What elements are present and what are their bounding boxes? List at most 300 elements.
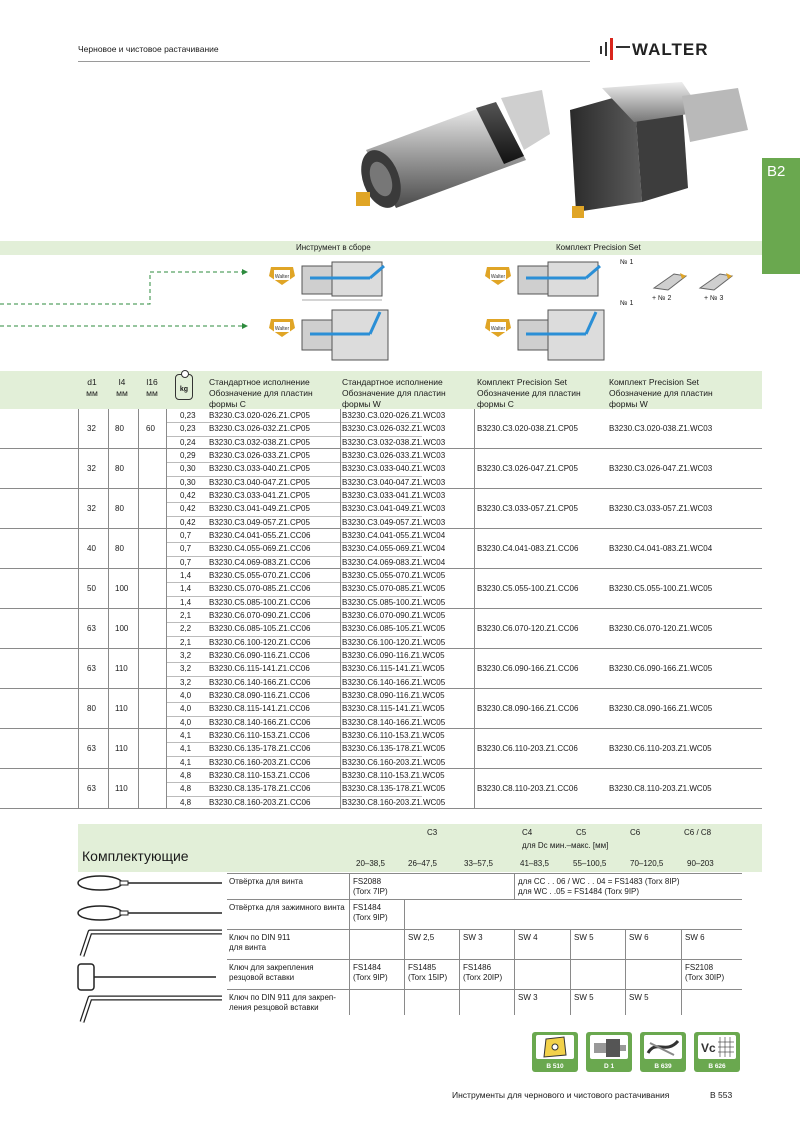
assembled-tool-label: Инструмент в сборе <box>296 243 371 252</box>
product-table <box>0 371 762 809</box>
cell-std-c: B3230.C8.135-178.Z1.CC06 <box>209 784 311 794</box>
ref-tool-icon[interactable]: B 639 <box>640 1032 686 1072</box>
cell-weight: 0,30 <box>180 477 196 487</box>
column-divider <box>514 990 515 1015</box>
cell-std-c: B3230.C6.070-090.Z1.CC06 <box>209 611 311 620</box>
column-divider <box>108 609 109 648</box>
cell-weight: 4,8 <box>180 784 192 794</box>
hex-key-insert-icon <box>76 992 226 1029</box>
cell-set-c: B3230.C6.110-203.Z1.CC06 <box>477 744 578 753</box>
hex-key-icon <box>76 928 226 963</box>
cell-set-w: B3230.C6.110-203.Z1.WC05 <box>609 744 712 753</box>
insert-no1-label: № 1 <box>620 259 634 266</box>
insert-no1b-label: № 1 <box>620 300 634 307</box>
column-divider <box>166 449 167 488</box>
svg-text:Vc: Vc <box>701 1041 716 1055</box>
group-c4: C4 <box>522 828 533 837</box>
cell-weight: 0,24 <box>180 437 196 447</box>
cell-std-w: B3230.C3.033-041.Z1.WC03 <box>342 491 446 500</box>
column-divider <box>108 729 109 768</box>
cell-std-w: B3230.C6.085-105.Z1.WC05 <box>342 624 446 634</box>
column-divider <box>108 769 109 808</box>
cell-std-c: B3230.C6.090-116.Z1.CC06 <box>209 651 310 660</box>
component-label: Ключ для закрепления резцовой вставки <box>229 963 314 982</box>
column-divider <box>474 569 475 608</box>
column-divider <box>681 990 682 1015</box>
walter-capto-badge <box>484 318 512 338</box>
component-label: Ключ по DIN 911 для винта <box>229 933 291 952</box>
column-divider <box>166 609 167 648</box>
group-c6-c8: C6 / C8 <box>684 828 712 837</box>
component-cell: FS1484 (Torx 9IP) <box>353 903 388 922</box>
cell-set-c: B3230.C6.070-120.Z1.CC06 <box>477 624 579 633</box>
cell-weight: 0,42 <box>180 491 196 500</box>
column-divider <box>625 930 626 959</box>
cell-std-c: B3230.C3.041-049.Z1.CP05 <box>209 504 310 514</box>
row-divider <box>166 782 422 783</box>
ref-adapter-icon[interactable]: D 1 <box>586 1032 632 1072</box>
svg-text:Walter: Walter <box>274 274 290 280</box>
column-divider <box>340 769 341 808</box>
cell-std-c: B3230.C4.055-069.Z1.CC06 <box>209 544 311 554</box>
column-divider <box>138 529 139 568</box>
cell-set-c: B3230.C3.033-057.Z1.CP05 <box>477 504 578 513</box>
tool-photo-round <box>346 90 550 220</box>
column-divider <box>570 960 571 989</box>
cell-std-w: B3230.C3.026-032.Z1.WC03 <box>342 424 446 434</box>
column-divider <box>474 729 475 768</box>
cell-std-c: B3230.C5.085-100.Z1.CC06 <box>209 597 311 607</box>
cell-std-w: B3230.C8.110-153.Z1.WC05 <box>342 771 445 780</box>
cell-std-c: B3230.C8.090-116.Z1.CC06 <box>209 691 310 700</box>
cell-weight: 4,0 <box>180 704 192 714</box>
cell-set-c: B3230.C5.055-100.Z1.CC06 <box>477 584 579 593</box>
column-divider <box>78 729 79 768</box>
cell-d1: 32 <box>87 464 96 473</box>
row-divider <box>166 742 422 743</box>
column-divider <box>138 609 139 648</box>
cell-std-c: B3230.C4.041-055.Z1.CC06 <box>209 531 311 540</box>
row-divider <box>166 516 422 517</box>
cell-l4: 80 <box>115 544 124 553</box>
column-divider <box>570 930 571 959</box>
components-table <box>227 873 742 1015</box>
cell-weight: 4,0 <box>180 691 192 700</box>
cell-std-w: B3230.C5.070-085.Z1.WC05 <box>342 584 446 594</box>
column-divider <box>108 449 109 488</box>
column-divider <box>78 649 79 688</box>
col-l4-header: l4 мм <box>116 377 128 398</box>
column-divider <box>340 689 341 728</box>
cell-std-c: B3230.C3.033-041.Z1.CP05 <box>209 491 310 500</box>
cell-std-c: B3230.C8.160-203.Z1.CC06 <box>209 797 311 807</box>
column-divider <box>138 649 139 688</box>
cell-std-c: B3230.C6.085-105.Z1.CC06 <box>209 624 311 634</box>
column-divider <box>166 649 167 688</box>
cell-weight: 0,30 <box>180 464 196 474</box>
header-rule <box>78 61 590 62</box>
group-c5: C5 <box>576 828 587 837</box>
table-body <box>0 409 762 809</box>
column-divider <box>474 449 475 488</box>
column-divider <box>78 609 79 648</box>
column-divider <box>459 960 460 989</box>
insert-cartridge-2-icon <box>652 270 688 297</box>
cell-set-w: B3230.C5.055-100.Z1.WC05 <box>609 584 713 593</box>
cell-std-w: B3230.C6.135-178.Z1.WC05 <box>342 744 446 754</box>
cell-weight: 4,1 <box>180 757 192 767</box>
cell-d1: 63 <box>87 744 96 753</box>
svg-text:Walter: Walter <box>274 326 290 332</box>
cell-std-w: B3230.C3.033-040.Z1.WC03 <box>342 464 446 474</box>
cell-std-w: B3230.C6.100-120.Z1.WC05 <box>342 637 446 647</box>
table-row-group <box>0 769 762 809</box>
column-divider <box>404 960 405 989</box>
column-divider <box>138 769 139 808</box>
range-1: 26–47,5 <box>408 859 437 868</box>
table-row-group <box>0 569 762 609</box>
column-divider <box>349 990 350 1015</box>
component-cell: FS1486 (Torx 20IP) <box>463 963 503 982</box>
column-divider <box>514 874 515 899</box>
walter-capto-badge <box>484 266 512 286</box>
cell-std-w: B3230.C3.041-049.Z1.WC03 <box>342 504 446 514</box>
table-header <box>0 371 762 409</box>
cell-set-c: B3230.C4.041-083.Z1.CC06 <box>477 544 579 553</box>
column-divider <box>404 900 405 929</box>
insert-no2-label: + № 2 <box>652 295 672 302</box>
cell-weight: 0,7 <box>180 544 192 554</box>
cell-l4: 100 <box>115 624 129 633</box>
ref-insert-icon[interactable]: B 510 <box>532 1032 578 1072</box>
component-cell: SW 2,5 <box>408 933 435 942</box>
cell-std-w: B3230.C6.160-203.Z1.WC05 <box>342 757 446 767</box>
cell-l16: 60 <box>146 424 155 433</box>
cell-weight: 0,23 <box>180 411 196 420</box>
column-divider <box>138 489 139 528</box>
cell-std-c: B3230.C6.160-203.Z1.CC06 <box>209 757 311 767</box>
column-divider <box>340 529 341 568</box>
cell-l4: 80 <box>115 464 124 473</box>
cell-std-w: B3230.C8.160-203.Z1.WC05 <box>342 797 446 807</box>
cell-std-w: B3230.C3.032-038.Z1.WC03 <box>342 437 446 447</box>
cell-weight: 0,42 <box>180 504 196 514</box>
component-row <box>227 989 742 1015</box>
column-divider <box>340 569 341 608</box>
component-cell: SW 5 <box>574 993 594 1002</box>
cell-d1: 32 <box>87 424 96 433</box>
cell-d1: 63 <box>87 784 96 793</box>
cell-std-w: B3230.C8.135-178.Z1.WC05 <box>342 784 446 794</box>
cell-std-w: B3230.C6.140-166.Z1.WC05 <box>342 677 446 687</box>
column-divider <box>166 769 167 808</box>
col-std-c-header: Стандартное исполнение Обозначение для пластин формы C <box>209 377 313 409</box>
cell-set-w: B3230.C6.070-120.Z1.WC05 <box>609 624 713 633</box>
cell-d1: 63 <box>87 624 96 633</box>
walter-capto-badge <box>268 318 296 338</box>
cell-std-c: B3230.C8.115-141.Z1.CC06 <box>209 704 310 714</box>
cell-set-w: B3230.C3.033-057.Z1.WC03 <box>609 504 713 513</box>
column-divider <box>138 409 139 448</box>
range-0: 20–38,5 <box>356 859 385 868</box>
tool-sketch-small <box>300 256 400 309</box>
row-divider <box>166 676 422 677</box>
cell-std-w: B3230.C6.070-090.Z1.WC05 <box>342 611 446 620</box>
cell-std-w: B3230.C6.090-116.Z1.WC05 <box>342 651 445 660</box>
cell-weight: 0,42 <box>180 517 196 527</box>
component-cell: для CC . . 06 / WC . . 04 = FS1483 (Torx 8IP) для WC . .05 = FS1484 (Torx 9IP) <box>518 877 680 896</box>
cell-d1: 50 <box>87 584 96 593</box>
cell-set-w: B3230.C8.090-166.Z1.WC05 <box>609 704 713 713</box>
cell-std-w: B3230.C8.090-116.Z1.WC05 <box>342 691 445 700</box>
insert-no3-label: + № 3 <box>704 295 724 302</box>
component-label: Отвёртка для винта <box>229 877 303 886</box>
column-divider <box>474 769 475 808</box>
cell-std-w: B3230.C3.049-057.Z1.WC03 <box>342 517 446 527</box>
cell-set-w: B3230.C8.110-203.Z1.WC05 <box>609 784 712 793</box>
range-5: 70–120,5 <box>630 859 664 868</box>
column-divider <box>474 609 475 648</box>
cell-set-c: B3230.C3.020-038.Z1.CP05 <box>477 424 578 433</box>
cell-std-c: B3230.C3.049-057.Z1.CP05 <box>209 517 310 527</box>
column-divider <box>108 409 109 448</box>
row-divider <box>166 662 422 663</box>
column-divider <box>681 930 682 959</box>
cell-weight: 2,2 <box>180 624 192 634</box>
range-6: 90–203 <box>687 859 714 868</box>
row-divider <box>166 422 422 423</box>
cell-weight: 2,1 <box>180 637 192 647</box>
cell-std-w: B3230.C6.110-153.Z1.WC05 <box>342 731 445 740</box>
component-label: Ключ по DIN 911 для закреп- ления резцовой вставки <box>229 993 336 1012</box>
column-divider <box>681 960 682 989</box>
column-divider <box>404 930 405 959</box>
section-tab[interactable]: B2 <box>762 158 800 274</box>
component-row <box>227 873 742 899</box>
column-divider <box>349 960 350 989</box>
column-divider <box>625 990 626 1015</box>
cell-l4: 80 <box>115 504 124 513</box>
table-row-group <box>0 649 762 689</box>
cell-std-w: B3230.C4.055-069.Z1.WC04 <box>342 544 446 554</box>
cell-std-c: B3230.C3.033-040.Z1.CP05 <box>209 464 310 474</box>
column-divider <box>138 449 139 488</box>
cell-std-w: B3230.C8.140-166.Z1.WC05 <box>342 717 446 727</box>
cell-weight: 0,7 <box>180 557 192 567</box>
column-divider <box>108 689 109 728</box>
range-4: 55–100,5 <box>573 859 607 868</box>
components-title: Комплектующие <box>82 848 189 864</box>
cell-d1: 80 <box>87 704 96 713</box>
column-divider <box>459 930 460 959</box>
cell-std-w: B3230.C4.069-083.Z1.WC04 <box>342 557 446 567</box>
insert-cartridge-3-icon <box>698 270 734 297</box>
component-cell: SW 5 <box>629 993 649 1002</box>
page-header-title: Черновое и чистовое растачивание <box>78 44 219 54</box>
cell-weight: 0,23 <box>180 424 196 434</box>
svg-text:WALTER: WALTER <box>632 40 709 59</box>
cell-std-c: B3230.C3.040-047.Z1.CP05 <box>209 477 310 487</box>
column-divider <box>340 609 341 648</box>
svg-text:Walter: Walter <box>490 274 506 280</box>
col-set-c-header: Комплект Precision Set Обозначение для пластин формы C <box>477 377 581 409</box>
group-c3: C3 <box>427 828 438 837</box>
cell-weight: 1,4 <box>180 584 192 594</box>
cell-weight: 4,8 <box>180 797 192 807</box>
column-divider <box>474 409 475 448</box>
column-divider <box>138 569 139 608</box>
row-divider <box>166 702 422 703</box>
precision-set-label: Комплект Precision Set <box>556 243 641 252</box>
row-divider <box>166 796 422 797</box>
walter-capto-badge <box>268 266 296 286</box>
col-d1-header: d1 мм <box>86 377 98 398</box>
column-divider <box>459 990 460 1015</box>
component-label: Отвёртка для зажимного винта <box>229 903 345 912</box>
row-divider <box>166 596 422 597</box>
row-divider <box>166 436 422 437</box>
column-divider <box>514 960 515 989</box>
cell-l4: 80 <box>115 424 124 433</box>
column-divider <box>340 409 341 448</box>
screwdriver-icon <box>76 872 226 899</box>
cell-d1: 32 <box>87 504 96 513</box>
column-divider <box>404 990 405 1015</box>
cell-weight: 0,29 <box>180 451 196 460</box>
range-3: 41–83,5 <box>520 859 549 868</box>
cell-weight: 1,4 <box>180 597 192 607</box>
row-divider <box>166 716 422 717</box>
column-divider <box>138 689 139 728</box>
cell-weight: 4,1 <box>180 731 192 740</box>
row-divider <box>166 476 422 477</box>
assembly-band <box>0 241 762 255</box>
component-cell: FS2088 (Torx 7IP) <box>353 877 388 896</box>
cell-std-c: B3230.C6.110-153.Z1.CC06 <box>209 731 310 740</box>
row-divider <box>166 622 422 623</box>
cell-std-c: B3230.C4.069-083.Z1.CC06 <box>209 557 311 567</box>
column-divider <box>166 489 167 528</box>
cell-std-c: B3230.C6.100-120.Z1.CC06 <box>209 637 311 647</box>
cell-weight: 3,2 <box>180 651 192 660</box>
component-row <box>227 929 742 959</box>
table-row-group <box>0 409 762 449</box>
cell-weight: 0,7 <box>180 531 192 540</box>
cell-weight: 3,2 <box>180 664 192 674</box>
column-divider <box>78 569 79 608</box>
column-divider <box>474 529 475 568</box>
column-divider <box>78 689 79 728</box>
column-divider <box>108 489 109 528</box>
column-divider <box>108 649 109 688</box>
cell-std-w: B3230.C3.040-047.Z1.WC03 <box>342 477 446 487</box>
column-divider <box>108 529 109 568</box>
cell-std-c: B3230.C3.026-033.Z1.CP05 <box>209 451 310 460</box>
ref-cutting-data-icon[interactable]: Vc B 626 <box>694 1032 740 1072</box>
precision-sketch-small <box>516 256 616 309</box>
component-cell: FS1485 (Torx 15IP) <box>408 963 448 982</box>
column-divider <box>349 874 350 899</box>
cell-set-w: B3230.C3.020-038.Z1.WC03 <box>609 424 713 433</box>
cell-std-w: B3230.C5.085-100.Z1.WC05 <box>342 597 446 607</box>
component-cell: SW 5 <box>574 933 594 942</box>
precision-sketch-large <box>516 306 616 369</box>
cell-std-w: B3230.C5.055-070.Z1.WC05 <box>342 571 446 580</box>
cell-weight: 2,1 <box>180 611 192 620</box>
component-cell: SW 6 <box>629 933 649 942</box>
column-divider <box>78 449 79 488</box>
column-divider <box>78 409 79 448</box>
cell-std-c: B3230.C8.140-166.Z1.CC06 <box>209 717 311 727</box>
component-cell: SW 3 <box>518 993 538 1002</box>
walter-logo <box>596 36 746 62</box>
cell-set-c: B3230.C8.110-203.Z1.CC06 <box>477 784 578 793</box>
clamp-screwdriver-icon <box>76 902 226 929</box>
table-row-group <box>0 729 762 769</box>
tool-photo-block <box>562 82 748 226</box>
cell-set-c: B3230.C3.026-047.Z1.CP05 <box>477 464 578 473</box>
table-row-group <box>0 689 762 729</box>
components-header <box>78 824 762 872</box>
table-row-group <box>0 449 762 489</box>
footer-text: Инструменты для чернового и чистового растачивания <box>452 1090 670 1100</box>
cell-std-c: B3230.C6.140-166.Z1.CC06 <box>209 677 311 687</box>
column-divider <box>570 990 571 1015</box>
weight-kg-icon: kg <box>175 374 193 400</box>
cell-std-c: B3230.C3.026-032.Z1.CP05 <box>209 424 310 434</box>
cell-l4: 110 <box>115 664 128 673</box>
cell-weight: 4,8 <box>180 771 192 780</box>
cell-std-c: B3230.C6.115-141.Z1.CC06 <box>209 664 310 674</box>
cell-std-c: B3230.C3.032-038.Z1.CP05 <box>209 437 310 447</box>
column-divider <box>138 729 139 768</box>
column-divider <box>340 649 341 688</box>
component-cell: FS2108 (Torx 30IP) <box>685 963 725 982</box>
component-row <box>227 959 742 989</box>
row-divider <box>166 462 422 463</box>
cell-d1: 63 <box>87 664 96 673</box>
table-row-group <box>0 529 762 569</box>
column-divider <box>166 729 167 768</box>
cell-std-w: B3230.C4.041-055.Z1.WC04 <box>342 531 446 540</box>
component-cell: FS1484 (Torx 9IP) <box>353 963 388 982</box>
cell-l4: 110 <box>115 744 128 753</box>
row-divider <box>166 556 422 557</box>
svg-text:Walter: Walter <box>490 326 506 332</box>
cell-set-w: B3230.C6.090-166.Z1.WC05 <box>609 664 713 673</box>
cell-l4: 110 <box>115 784 128 793</box>
row-divider <box>166 636 422 637</box>
column-divider <box>474 489 475 528</box>
cell-std-w: B3230.C8.115-141.Z1.WC05 <box>342 704 445 714</box>
cell-std-w: B3230.C3.020-026.Z1.WC03 <box>342 411 446 420</box>
range-2: 33–57,5 <box>464 859 493 868</box>
cell-set-c: B3230.C6.090-166.Z1.CC06 <box>477 664 579 673</box>
column-divider <box>474 689 475 728</box>
column-divider <box>78 529 79 568</box>
column-divider <box>625 960 626 989</box>
column-divider <box>349 900 350 929</box>
row-divider <box>166 502 422 503</box>
table-row-group <box>0 609 762 649</box>
row-divider <box>166 542 422 543</box>
component-cell: SW 3 <box>463 933 483 942</box>
group-c6: C6 <box>630 828 641 837</box>
cell-std-c: B3230.C5.070-085.Z1.CC06 <box>209 584 311 594</box>
component-cell: SW 4 <box>518 933 538 942</box>
cell-std-c: B3230.C8.110-153.Z1.CC06 <box>209 771 310 780</box>
column-divider <box>166 409 167 448</box>
